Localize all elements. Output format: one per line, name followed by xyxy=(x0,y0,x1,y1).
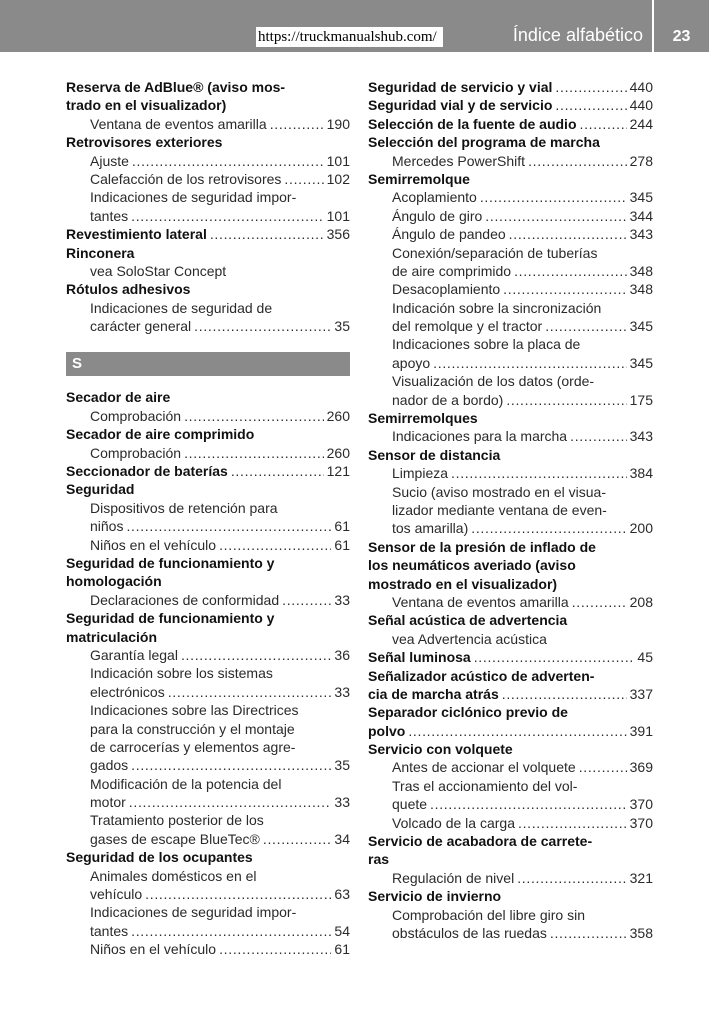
dot-leader xyxy=(131,756,331,774)
index-entry-heading xyxy=(368,703,653,721)
entry-text: Seguridad xyxy=(66,481,135,498)
entry-text: Volcado de la carga xyxy=(392,814,515,831)
index-subentry xyxy=(66,262,350,280)
page-reference: 344 xyxy=(629,207,653,224)
index-entry-heading xyxy=(66,280,350,298)
section-title: Índice alfabético xyxy=(512,25,643,45)
entry-text: obstáculos de las ruedas xyxy=(392,924,547,941)
dot-leader xyxy=(126,517,331,535)
entry-text: Dispositivos de retención para xyxy=(90,499,278,516)
entry-text: nador de a bordo) xyxy=(392,391,504,408)
page-reference: 121 xyxy=(326,463,350,480)
dot-leader xyxy=(545,317,626,335)
dot-leader xyxy=(570,427,627,445)
index-subentry xyxy=(368,152,653,170)
page-reference: 337 xyxy=(629,685,653,702)
index-subentry xyxy=(368,593,653,611)
dot-leader xyxy=(572,593,627,611)
dot-leader xyxy=(550,924,627,942)
dot-leader xyxy=(514,262,627,280)
entry-text: Desacoplamiento xyxy=(392,281,501,298)
dot-leader xyxy=(184,407,324,425)
index-subentry xyxy=(368,262,653,280)
entry-text: Calefacción de los retrovisores xyxy=(90,170,282,187)
entry-text: lizador mediante ventana de even- xyxy=(392,501,607,518)
index-subentry xyxy=(368,501,653,519)
index-entry-heading xyxy=(368,96,653,114)
page-reference: 369 xyxy=(629,759,653,776)
index-entry-heading xyxy=(368,556,653,574)
index-subentry xyxy=(368,317,653,335)
dot-leader xyxy=(451,464,627,482)
entry-text: Ventana de eventos amarilla xyxy=(90,115,267,132)
page-reference: 34 xyxy=(334,830,350,847)
entry-text: Antes de accionar el volquete xyxy=(392,759,576,776)
entry-text: Seguridad vial y de servicio xyxy=(368,97,553,114)
entry-text: Indicaciones de seguridad de xyxy=(90,299,273,316)
index-subentry xyxy=(368,519,653,537)
entry-text: Sensor de distancia xyxy=(368,446,501,463)
dot-leader xyxy=(502,685,627,703)
entry-text: Comprobación del libre giro sin xyxy=(392,906,585,923)
index-subentry xyxy=(66,701,350,719)
index-subentry xyxy=(368,354,653,372)
index-subentry xyxy=(368,207,653,225)
index-subentry xyxy=(66,885,350,903)
entry-text: Ajuste xyxy=(90,152,129,169)
entry-text: Indicaciones sobre las Directrices xyxy=(90,702,299,719)
entry-text: Garantía legal xyxy=(90,646,178,663)
index-entry-heading xyxy=(368,648,653,666)
page-reference: 33 xyxy=(334,591,350,608)
entry-text: Revestimiento lateral xyxy=(66,226,207,243)
entry-text: gases de escape BlueTec® xyxy=(90,830,260,847)
index-entry-heading xyxy=(368,575,653,593)
index-subentry xyxy=(368,427,653,445)
index-entry-heading xyxy=(368,887,653,905)
page-reference: 35 xyxy=(334,318,350,335)
page-reference: 370 xyxy=(629,796,653,813)
index-entry-heading xyxy=(66,628,350,646)
dot-leader xyxy=(168,683,332,701)
index-entry-heading xyxy=(368,409,653,427)
index-entry-heading xyxy=(66,96,350,114)
entry-text: Sensor de la presión de inflado de xyxy=(368,538,596,555)
entry-text: mostrado en el visualizador) xyxy=(368,575,558,592)
page-reference: 321 xyxy=(629,869,653,886)
entry-text: del remolque y el tractor xyxy=(392,318,543,335)
index-entry-heading xyxy=(368,740,653,758)
entry-text: Seguridad de los ocupantes xyxy=(66,849,253,866)
index-entry-heading xyxy=(66,244,350,262)
dot-leader xyxy=(474,648,635,666)
index-subentry xyxy=(66,152,350,170)
dot-leader xyxy=(210,225,324,243)
index-list-s-continued xyxy=(368,78,653,942)
index-subentry xyxy=(368,244,653,262)
dot-leader xyxy=(231,462,324,480)
index-entry-heading xyxy=(66,572,350,590)
entry-text: Visualización de los datos (orde- xyxy=(392,373,595,390)
index-entry-heading xyxy=(368,170,653,188)
page-header xyxy=(0,0,709,52)
source-url-label: https://truckmanualshub.com/ xyxy=(256,27,443,47)
entry-text: Indicaciones de seguridad impor- xyxy=(90,904,297,921)
index-entry-heading xyxy=(66,462,350,480)
index-subentry xyxy=(368,869,653,887)
entry-text: gados xyxy=(90,757,129,774)
index-entry-heading xyxy=(368,133,653,151)
page-reference: 348 xyxy=(629,262,653,279)
index-subentry xyxy=(66,793,350,811)
entry-text: Indicaciones de seguridad impor- xyxy=(90,189,297,206)
entry-text: tantes xyxy=(90,922,129,939)
entry-text: motor xyxy=(90,794,126,811)
index-entry-heading xyxy=(66,848,350,866)
dot-leader xyxy=(555,96,626,114)
index-subentry xyxy=(66,115,350,133)
entry-text: Señalizador acústico de adverten- xyxy=(368,667,595,684)
dot-leader xyxy=(219,536,331,554)
entry-text: vehículo xyxy=(90,886,143,903)
index-entry-heading xyxy=(66,425,350,443)
entry-text: Regulación de nivel xyxy=(392,869,515,886)
entry-text: Secador de aire comprimido xyxy=(66,426,255,443)
entry-text: Comprobación xyxy=(90,407,182,424)
page-reference: 345 xyxy=(629,318,653,335)
index-subentry xyxy=(66,903,350,921)
entry-text: Niños en el vehículo xyxy=(90,941,217,958)
page-reference: 343 xyxy=(629,428,653,445)
index-entry-heading xyxy=(368,832,653,850)
page-reference: 391 xyxy=(629,722,653,739)
page-reference: 61 xyxy=(334,518,350,535)
index-subentry xyxy=(66,299,350,317)
page-reference: 345 xyxy=(629,189,653,206)
dot-leader xyxy=(433,354,626,372)
entry-text: Servicio de invierno xyxy=(368,888,502,905)
index-subentry xyxy=(66,517,350,535)
section-letter-heading: S xyxy=(66,352,350,376)
entry-text: Selección del programa de marcha xyxy=(368,134,600,151)
dot-leader xyxy=(129,793,332,811)
index-subentry xyxy=(368,814,653,832)
index-subentry xyxy=(66,317,350,335)
entry-text: Indicación sobre la sincronización xyxy=(392,299,602,316)
index-subentry xyxy=(368,483,653,501)
entry-text: Tras el accionamiento del vol- xyxy=(392,777,578,794)
dot-leader xyxy=(580,115,627,133)
dot-leader xyxy=(194,317,331,335)
index-subentry xyxy=(368,372,653,390)
entry-text: Semirremolques xyxy=(368,410,478,427)
index-entry-heading xyxy=(66,609,350,627)
index-subentry xyxy=(66,738,350,756)
dot-leader xyxy=(282,591,331,609)
dot-leader xyxy=(132,152,324,170)
entry-text: ras xyxy=(368,851,390,868)
entry-text: Mercedes PowerShift xyxy=(392,152,526,169)
entry-text: carácter general xyxy=(90,318,192,335)
dot-leader xyxy=(517,869,626,887)
page-reference: 33 xyxy=(334,683,350,700)
index-entry-heading xyxy=(368,685,653,703)
index-subentry xyxy=(66,207,350,225)
page-reference: 358 xyxy=(629,924,653,941)
dot-leader xyxy=(509,225,627,243)
entry-text: Semirremolque xyxy=(368,170,470,187)
page-number: 23 xyxy=(672,28,691,45)
index-subentry xyxy=(368,630,653,648)
entry-text: Comprobación xyxy=(90,444,182,461)
index-entry-heading xyxy=(66,480,350,498)
page-reference: 61 xyxy=(334,536,350,553)
index-entry-heading xyxy=(368,446,653,464)
index-subentry xyxy=(368,188,653,206)
page-reference: 101 xyxy=(326,152,350,169)
index-subentry xyxy=(66,922,350,940)
index-entry-heading xyxy=(368,115,653,133)
index-entry-heading xyxy=(368,78,653,96)
index-entry-heading xyxy=(66,388,350,406)
index-subentry xyxy=(368,795,653,813)
index-subentry xyxy=(66,720,350,738)
index-subentry xyxy=(66,591,350,609)
index-entry-heading xyxy=(66,225,350,243)
index-entry-heading xyxy=(368,611,653,629)
page-reference: 260 xyxy=(326,407,350,424)
dot-leader xyxy=(555,78,626,96)
entry-text: Secador de aire xyxy=(66,389,171,406)
page-reference: 63 xyxy=(334,886,350,903)
index-subentry xyxy=(368,335,653,353)
index-subentry xyxy=(66,170,350,188)
page-reference: 33 xyxy=(334,794,350,811)
index-subentry xyxy=(368,464,653,482)
index-subentry xyxy=(368,777,653,795)
dot-leader xyxy=(131,207,324,225)
dot-leader xyxy=(181,646,331,664)
entry-text: Selección de la fuente de audio xyxy=(368,115,577,132)
page-reference: 208 xyxy=(629,593,653,610)
entry-text: Limpieza xyxy=(392,465,449,482)
index-entry-heading xyxy=(368,850,653,868)
page-reference: 190 xyxy=(326,115,350,132)
dot-leader xyxy=(528,152,627,170)
entry-text: Rinconera xyxy=(66,244,135,261)
page-reference: 35 xyxy=(334,757,350,774)
entry-text: polvo xyxy=(368,722,406,739)
entry-text: matriculación xyxy=(66,628,158,645)
index-entry-heading xyxy=(368,722,653,740)
entry-text: Separador ciclónico previo de xyxy=(368,704,568,721)
dot-leader xyxy=(408,722,626,740)
entry-text: Indicaciones sobre la placa de xyxy=(392,336,581,353)
entry-text: Rótulos adhesivos xyxy=(66,281,191,298)
entry-text: Servicio con volquete xyxy=(368,741,513,758)
dot-leader xyxy=(430,795,627,813)
entry-text: Ángulo de pandeo xyxy=(392,226,506,243)
entry-text: Conexión/separación de tuberías xyxy=(392,244,598,261)
page-reference: 175 xyxy=(629,391,653,408)
entry-text: apoyo xyxy=(392,354,431,371)
page-reference: 343 xyxy=(629,226,653,243)
index-subentry xyxy=(66,188,350,206)
entry-text: cia de marcha atrás xyxy=(368,685,499,702)
index-entry-heading xyxy=(368,667,653,685)
index-entry-heading xyxy=(66,133,350,151)
dot-leader xyxy=(503,280,626,298)
entry-text: Indicación sobre los sistemas xyxy=(90,665,273,682)
entry-text: trado en el visualizador) xyxy=(66,97,227,114)
index-subentry xyxy=(66,536,350,554)
index-column-left xyxy=(66,78,350,959)
dot-leader xyxy=(219,940,331,958)
index-subentry xyxy=(368,225,653,243)
index-entry-heading xyxy=(368,538,653,556)
index-subentry xyxy=(66,499,350,517)
entry-text: Niños en el vehículo xyxy=(90,536,217,553)
dot-leader xyxy=(518,814,627,832)
index-subentry xyxy=(66,407,350,425)
dot-leader xyxy=(471,519,626,537)
entry-text: vea SoloStar Concept xyxy=(90,262,227,279)
entry-text: tos amarilla) xyxy=(392,520,469,537)
entry-text: quete xyxy=(392,796,428,813)
entry-text: electrónicos xyxy=(90,683,165,700)
dot-leader xyxy=(284,170,323,188)
entry-text: Servicio de acabadora de carrete- xyxy=(368,833,593,850)
entry-text: Señal luminosa xyxy=(368,649,471,666)
index-subentry xyxy=(66,830,350,848)
index-subentry xyxy=(368,758,653,776)
entry-text: para la construcción y el montaje xyxy=(90,720,295,737)
page-reference: 345 xyxy=(629,354,653,371)
entry-text: Seguridad de funcionamiento y xyxy=(66,610,275,627)
entry-text: Sucio (aviso mostrado en el visua- xyxy=(392,483,606,500)
entry-text: Tratamiento posterior de los xyxy=(90,812,264,829)
page-reference: 102 xyxy=(326,170,350,187)
dot-leader xyxy=(145,885,331,903)
index-subentry xyxy=(368,391,653,409)
index-subentry xyxy=(368,906,653,924)
index-subentry xyxy=(66,664,350,682)
page-reference: 440 xyxy=(629,97,653,114)
index-subentry xyxy=(66,811,350,829)
index-subentry xyxy=(368,299,653,317)
entry-text: Animales domésticos en el xyxy=(90,867,257,884)
entry-text: Seguridad de servicio y vial xyxy=(368,79,553,95)
page-reference: 278 xyxy=(629,152,653,169)
entry-text: de carrocerías y elementos agre- xyxy=(90,738,296,755)
index-subentry xyxy=(66,756,350,774)
page-reference: 61 xyxy=(334,941,350,958)
index-subentry xyxy=(66,940,350,958)
entry-text: Ventana de eventos amarilla xyxy=(392,593,569,610)
entry-text: Retrovisores exteriores xyxy=(66,134,223,151)
entry-text: Ángulo de giro xyxy=(392,207,483,224)
entry-text: Seccionador de baterías xyxy=(66,463,228,480)
entry-text: Indicaciones para la marcha xyxy=(392,428,568,445)
entry-text: de aire comprimido xyxy=(392,262,512,279)
entry-text: Seguridad de funcionamiento y xyxy=(66,554,275,571)
entry-text: vea Advertencia acústica xyxy=(392,630,547,647)
index-entry-heading xyxy=(66,554,350,572)
entry-text: homologación xyxy=(66,573,162,590)
index-subentry xyxy=(66,775,350,793)
dot-leader xyxy=(506,391,626,409)
entry-text: Señal acústica de advertencia xyxy=(368,612,568,629)
index-subentry xyxy=(66,867,350,885)
index-subentry xyxy=(66,683,350,701)
dot-leader xyxy=(270,115,324,133)
dot-leader xyxy=(480,188,627,206)
index-list-r xyxy=(66,78,350,335)
entry-text: Reserva de AdBlue® (aviso mos- xyxy=(66,79,286,95)
page-reference: 356 xyxy=(326,226,350,243)
page-reference: 101 xyxy=(326,207,350,224)
index-subentry xyxy=(368,924,653,942)
page-reference: 244 xyxy=(629,115,653,132)
page-reference: 54 xyxy=(334,922,350,939)
dot-leader xyxy=(579,758,627,776)
dot-leader xyxy=(263,830,332,848)
index-subentry xyxy=(368,280,653,298)
entry-text: Modificación de la potencia del xyxy=(90,775,282,792)
entry-text: niños xyxy=(90,518,124,535)
index-entry-heading xyxy=(66,78,350,96)
entry-text: Acoplamiento xyxy=(392,189,477,206)
index-subentry xyxy=(66,444,350,462)
entry-text: Declaraciones de conformidad xyxy=(90,591,280,608)
page-reference: 200 xyxy=(629,520,653,537)
dot-leader xyxy=(485,207,626,225)
index-subentry xyxy=(66,646,350,664)
page-reference: 370 xyxy=(629,814,653,831)
index-column-right xyxy=(368,78,653,942)
dot-leader xyxy=(131,922,331,940)
page-reference: 384 xyxy=(629,465,653,482)
page-reference: 260 xyxy=(326,444,350,461)
page-reference: 45 xyxy=(637,649,653,666)
page-reference: 440 xyxy=(629,79,653,95)
page-reference: 36 xyxy=(334,646,350,663)
index-list-s xyxy=(66,388,350,958)
dot-leader xyxy=(184,444,324,462)
entry-text: los neumáticos averiado (aviso xyxy=(368,557,576,574)
entry-text: tantes xyxy=(90,207,129,224)
page-reference: 348 xyxy=(629,281,653,298)
